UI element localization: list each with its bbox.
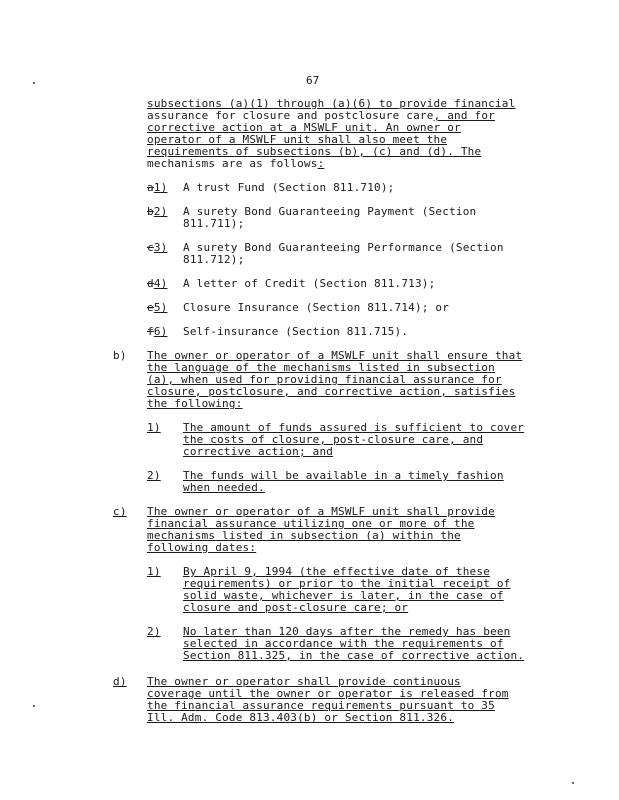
intro-line-5: requirements of subsections (b), (c) and (d). The bbox=[147, 145, 482, 158]
intro-line-6: mechanisms are as follows: bbox=[147, 157, 325, 170]
c-item-label: 1) bbox=[147, 565, 161, 578]
intro-line-1: subsections (a)(1) through (a)(6) to provide financial bbox=[147, 97, 516, 110]
section-c-label: c) bbox=[113, 505, 127, 518]
intro-line-2: assurance for closure and postclosure care, and for bbox=[147, 109, 495, 122]
b-item-label: 1) bbox=[147, 421, 161, 434]
page-number: 67 bbox=[306, 74, 320, 87]
c-item-label: 2) bbox=[147, 625, 161, 638]
c-item-line: closure and post-closure care; or bbox=[183, 601, 409, 614]
section-c-line: financial assurance utilizing one or more of the bbox=[147, 517, 475, 530]
intro-line-3: corrective action at a MSWLF unit. An owner or bbox=[147, 121, 461, 134]
section-d-line: the financial assurance requirements pursuant to 35 bbox=[147, 699, 495, 712]
scan-speck bbox=[572, 782, 574, 784]
scan-speck bbox=[33, 82, 35, 84]
c-item-line: Section 811.325, in the case of corrective action. bbox=[183, 649, 525, 662]
section-c-line: mechanisms listed in subsection (a) within the bbox=[147, 529, 461, 542]
c-item-line: requirements) or prior to the initial receipt of bbox=[183, 577, 511, 590]
section-b-line: closure, postclosure, and corrective action, satisfies bbox=[147, 385, 516, 398]
section-d-line: Ill. Adm. Code 813.403(b) or Section 811.326. bbox=[147, 711, 455, 724]
section-b-line: the language of the mechanisms listed in subsection bbox=[147, 361, 495, 374]
scan-speck bbox=[33, 705, 35, 707]
section-b-line: (a), when used for providing financial assurance for bbox=[147, 373, 502, 386]
b-item-line: The funds will be available in a timely fashion bbox=[183, 469, 504, 482]
c-item-line: solid waste, whichever is later, in the case of bbox=[183, 589, 504, 602]
section-d-label: d) bbox=[113, 675, 127, 688]
section-d-line: The owner or operator shall provide continuous bbox=[147, 675, 461, 688]
b-item-label: 2) bbox=[147, 469, 161, 482]
c-item-line: selected in accordance with the requirements of bbox=[183, 637, 504, 650]
section-b-line: the following: bbox=[147, 397, 243, 410]
section-b-line: The owner or operator of a MSWLF unit shall ensure that bbox=[147, 349, 523, 362]
section-b-label: b) bbox=[113, 349, 127, 362]
intro-line-4: operator of a MSWLF unit shall also meet the bbox=[147, 133, 448, 146]
c-item-line: By April 9, 1994 (the effective date of these bbox=[183, 565, 491, 578]
c-item-line: No later than 120 days after the remedy has been bbox=[183, 625, 511, 638]
section-c-line: The owner or operator of a MSWLF unit shall provide bbox=[147, 505, 495, 518]
section-c-line: following dates: bbox=[147, 541, 257, 554]
b-item-line: the costs of closure, post-closure care, and bbox=[183, 433, 484, 446]
b-item-line: The amount of funds assured is sufficient to cover bbox=[183, 421, 525, 434]
b-item-line: corrective action; and bbox=[183, 445, 334, 458]
section-d-line: coverage until the owner or operator is released from bbox=[147, 687, 509, 700]
b-item-line: when needed. bbox=[183, 481, 265, 494]
